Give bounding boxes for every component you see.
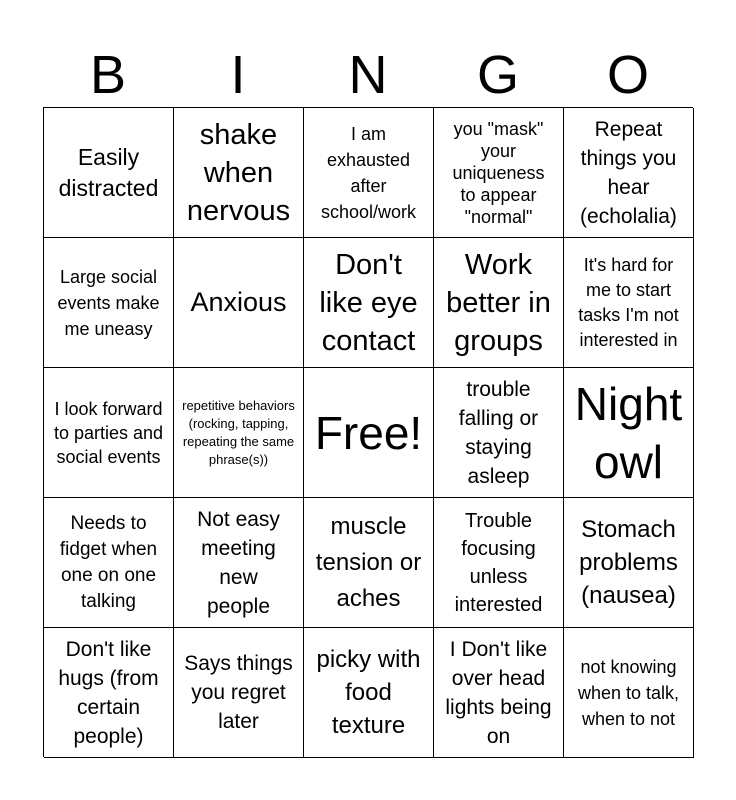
- bingo-cell[interactable]: [564, 108, 694, 238]
- cell-text: I Don't like over head lights being on: [445, 637, 552, 748]
- bingo-cell[interactable]: [304, 108, 434, 238]
- bingo-cell[interactable]: [174, 628, 304, 758]
- bingo-cell[interactable]: [434, 368, 564, 498]
- cell-text: Anxious: [190, 287, 287, 317]
- bingo-cell[interactable]: [44, 368, 174, 498]
- bingo-cell[interactable]: [434, 238, 564, 368]
- cell-text: I look forward to parties and social events: [53, 398, 164, 467]
- bingo-cell[interactable]: [304, 628, 434, 758]
- cell-text: Don't like eye contact: [319, 248, 418, 357]
- cell-text: shake when nervous: [186, 118, 291, 227]
- cell-text: Repeat things you hear (echolalia): [580, 117, 677, 228]
- bingo-cell[interactable]: [434, 628, 564, 758]
- bingo-cell[interactable]: [174, 368, 304, 498]
- cell-text: repetitive behaviors (rocking, tapping, repeating the same phrase(s)): [182, 397, 295, 467]
- header-letter-i: I: [230, 45, 246, 105]
- bingo-cell[interactable]: [564, 498, 694, 628]
- cell-text: trouble falling or staying asleep: [458, 377, 539, 488]
- cell-text: Free!: [314, 406, 423, 459]
- header-letter-b: B: [89, 45, 127, 105]
- cell-text: you "mask" your uniqueness to appear "normal": [452, 118, 545, 227]
- header-letter-n: N: [348, 45, 388, 105]
- header-letter-o: O: [606, 45, 649, 105]
- cell-text: Says things you regret later: [184, 652, 293, 733]
- bingo-cell[interactable]: [304, 238, 434, 368]
- cell-text: Night owl: [574, 377, 683, 488]
- bingo-cell[interactable]: [174, 238, 304, 368]
- cell-text: Work better in groups: [446, 248, 551, 357]
- cell-text: muscle tension or aches: [315, 512, 422, 612]
- cell-text: Trouble focusing unless interested: [454, 509, 543, 616]
- cell-text: I am exhausted after school/work: [320, 123, 417, 222]
- cell-text: Don't like hugs (from certain people): [58, 637, 159, 748]
- cell-text: Not easy meeting new people: [197, 507, 280, 618]
- bingo-cell[interactable]: [434, 108, 564, 238]
- bingo-board: [43, 107, 693, 757]
- cell-text: not knowing when to talk, when to not: [577, 656, 680, 729]
- cell-text: It's hard for me to start tasks I'm not interested in: [578, 254, 679, 350]
- cell-text: picky with food texture: [316, 646, 421, 739]
- bingo-cell[interactable]: [44, 498, 174, 628]
- cell-text: Stomach problems (nausea): [579, 516, 678, 609]
- bingo-header: [43, 42, 693, 108]
- bingo-cell[interactable]: [44, 628, 174, 758]
- bingo-cell[interactable]: [44, 108, 174, 238]
- cell-text: Easily distracted: [58, 143, 159, 201]
- bingo-cell[interactable]: [174, 108, 304, 238]
- bingo-cell[interactable]: [44, 238, 174, 368]
- bingo-cell[interactable]: [434, 498, 564, 628]
- header-letter-g: G: [476, 45, 519, 105]
- bingo-cell[interactable]: [564, 238, 694, 368]
- cell-text: Large social events make me uneasy: [57, 266, 160, 339]
- bingo-cell[interactable]: [304, 498, 434, 628]
- bingo-cell[interactable]: [304, 368, 434, 498]
- bingo-cell[interactable]: [564, 628, 694, 758]
- bingo-cell[interactable]: [174, 498, 304, 628]
- cell-text: Needs to fidget when one on one talking: [59, 512, 158, 612]
- bingo-cell[interactable]: [564, 368, 694, 498]
